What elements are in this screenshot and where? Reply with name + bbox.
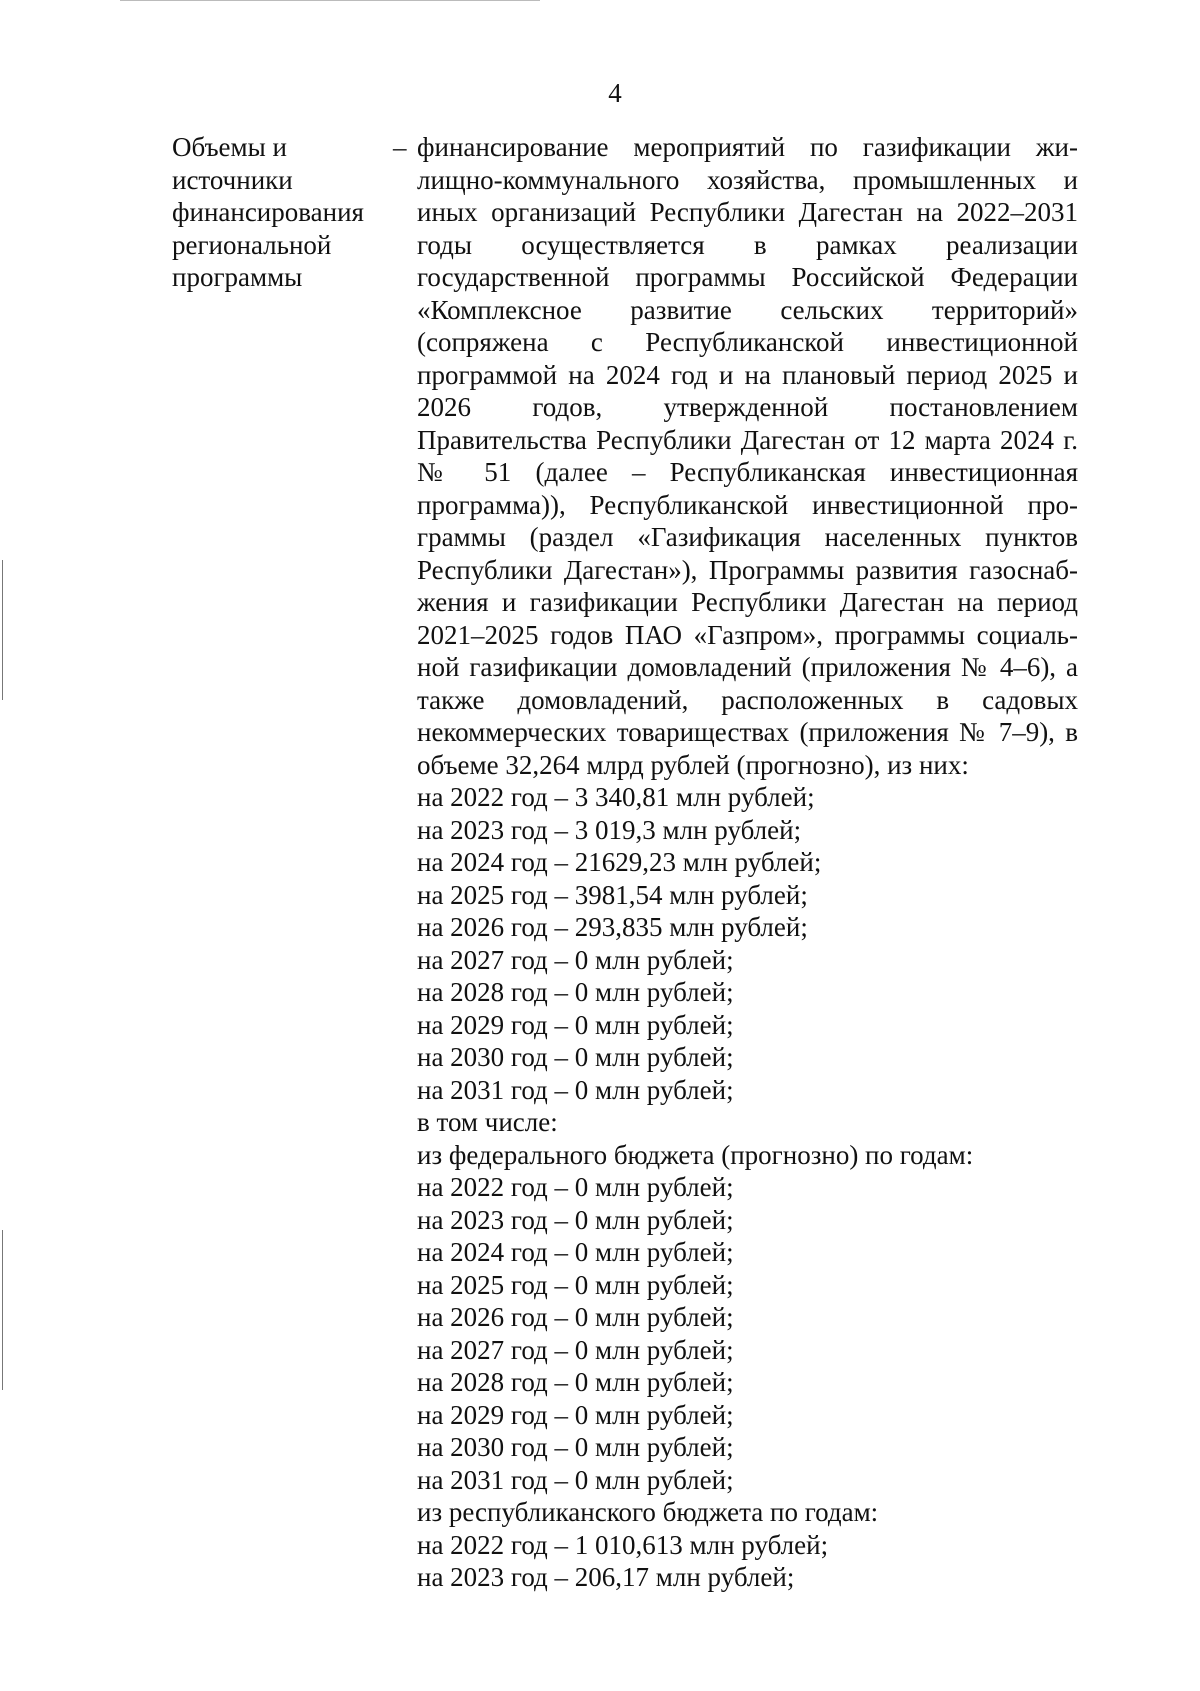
scan-edge-mark bbox=[2, 560, 3, 700]
total-year-line: на 2028 год – 0 млн рублей; bbox=[417, 977, 734, 1007]
federal-year-line: на 2024 год – 0 млн рублей; bbox=[417, 1237, 734, 1267]
republican-by-year-list bbox=[417, 1529, 1078, 1594]
total-year-line: на 2027 год – 0 млн рублей; bbox=[417, 944, 734, 975]
section-label-line: региональной bbox=[172, 229, 332, 260]
total-year-line: на 2026 год – 293,835 млн рублей; bbox=[417, 912, 808, 942]
federal-heading: из федерального бюджета (прогнозно) по годам: bbox=[417, 1139, 974, 1170]
section-label-line: финансирования bbox=[172, 197, 364, 227]
section-content bbox=[417, 131, 1078, 1594]
republican-year-line: на 2023 год – 206,17 млн рублей; bbox=[417, 1562, 795, 1592]
federal-year-line: на 2029 год – 0 млн рублей; bbox=[417, 1399, 734, 1430]
section-dash: – bbox=[393, 132, 407, 162]
total-year-line: на 2029 год – 0 млн рублей; bbox=[417, 1009, 734, 1040]
main-paragraph: финансирование мероприятий по газификации жилищно-коммунального хозяйства, промышленных и иных организаций Республики Дагестан на 2022–2031 годы осуществляется в рамках реализации государственной программы Российской Федерации «Комплексное развитие сельских территорий» (сопряжена с Республиканской инвестиционной программой на 2024 год и на плановый период 2025 и 2026 годов, утвержденной постановлением Правительства Республики Дагестан от 12 марта 2024 г. № 51 (далее – Республиканская инвестиционная программа)), Республиканской инвестиционной программы (раздел «Газификация населенных пунктов Республики Дагестан»), Программы развития газоснабжения и газификации Республики Дагестан на период 2021–2025 годов ПАО «Газпром», программы социальной газификации домовладений (приложения № 4–6), а также домовладений, расположенных в садовых некоммерческих товариществах (приложения № 7–9), в объеме 32,264 млрд рублей (прогнозно), из них: bbox=[417, 132, 1078, 780]
section-label bbox=[172, 131, 392, 294]
scan-top-mark bbox=[120, 0, 540, 1]
total-year-line: на 2023 год – 3 019,3 млн рублей; bbox=[417, 814, 802, 845]
section-label-line: источники bbox=[172, 164, 293, 195]
total-year-line: на 2031 год – 0 млн рублей; bbox=[417, 1074, 734, 1105]
section-label-line: Объемы и bbox=[172, 132, 287, 162]
page-number: 4 bbox=[608, 78, 622, 108]
section-label-line: программы bbox=[172, 262, 303, 292]
total-year-line: на 2030 год – 0 млн рублей; bbox=[417, 1042, 734, 1072]
federal-year-line: на 2022 год – 0 млн рублей; bbox=[417, 1172, 734, 1202]
republican-heading: из республиканского бюджета по годам: bbox=[417, 1497, 879, 1527]
federal-year-line: на 2031 год – 0 млн рублей; bbox=[417, 1464, 734, 1495]
including-label: в том числе: bbox=[417, 1107, 558, 1137]
federal-year-line: на 2030 год – 0 млн рублей; bbox=[417, 1432, 734, 1462]
total-year-line: на 2022 год – 3 340,81 млн рублей; bbox=[417, 782, 815, 812]
federal-year-line: на 2025 год – 0 млн рублей; bbox=[417, 1269, 734, 1300]
scan-edge-mark bbox=[2, 1230, 3, 1390]
total-by-year-list bbox=[417, 781, 1078, 1106]
federal-year-line: на 2028 год – 0 млн рублей; bbox=[417, 1367, 734, 1397]
total-year-line: на 2025 год – 3981,54 млн рублей; bbox=[417, 879, 808, 910]
federal-year-line: на 2026 год – 0 млн рублей; bbox=[417, 1302, 734, 1332]
total-year-line: на 2024 год – 21629,23 млн рублей; bbox=[417, 847, 822, 877]
federal-year-line: на 2027 год – 0 млн рублей; bbox=[417, 1334, 734, 1365]
federal-by-year-list bbox=[417, 1171, 1078, 1496]
federal-year-line: на 2023 год – 0 млн рублей; bbox=[417, 1204, 734, 1235]
republican-year-line: на 2022 год – 1 010,613 млн рублей; bbox=[417, 1529, 829, 1560]
